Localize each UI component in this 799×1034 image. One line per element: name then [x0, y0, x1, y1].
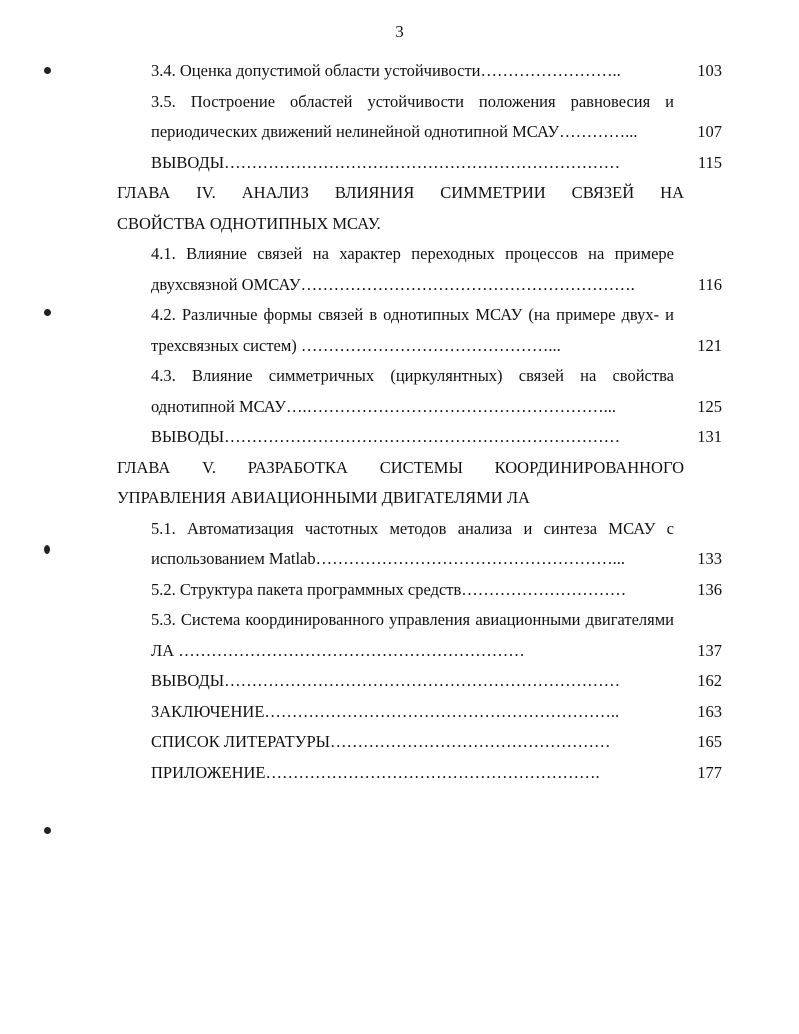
toc-entry-page: 121: [697, 335, 722, 355]
toc-entry: [117, 300, 722, 361]
toc-entry-title: ВЫВОДЫ………………………………………………………………: [151, 671, 621, 690]
hole-mark: [44, 67, 51, 74]
chapter-heading-line: СВОЙСТВА ОДНОТИПНЫХ МСАУ.: [117, 213, 381, 233]
toc-chapter-heading: [117, 453, 722, 514]
toc-entry: [117, 666, 722, 697]
toc-entry-page: 133: [697, 549, 722, 568]
toc-entry: [117, 87, 722, 148]
toc-entry-page: 137: [697, 640, 722, 660]
toc-entry: [117, 239, 722, 300]
toc-entry: [117, 697, 722, 728]
toc-entry: [117, 514, 722, 575]
toc-entry-page: 125: [697, 396, 722, 416]
toc-entry-title: ПРИЛОЖЕНИЕ…………………………………………………….: [151, 762, 600, 782]
toc-entry-title: 5.1. Автоматизация частотных методов анализа и синтеза МСАУ с использованием Matlab………………………………………………...: [151, 518, 674, 568]
table-of-contents: [117, 56, 722, 788]
toc-entry-page: 116: [697, 274, 722, 294]
toc-entry-title: 5.3. Система координированного управления авиационными двигателями ЛА ………………………………………………………: [151, 610, 674, 660]
chapter-heading-line: ГЛАВА IV. АНАЛИЗ ВЛИЯНИЯ СИММЕТРИИ СВЯЗЕЙ НА: [117, 183, 684, 202]
toc-entry: [117, 148, 722, 179]
chapter-heading-line: УПРАВЛЕНИЯ АВИАЦИОННЫМИ ДВИГАТЕЛЯМИ ЛА: [117, 488, 530, 507]
toc-entry-title: 3.4. Оценка допустимой области устойчивости……………………..: [151, 61, 621, 80]
toc-entry-title: 4.3. Влияние симметричных (циркулянтных) связей на свойства однотипной МСАУ….………………………………………………...: [151, 366, 674, 416]
toc-entry-title: 4.1. Влияние связей на характер переходных процессов на примере двухсвязной ОМСАУ…………………………………………………….: [151, 244, 674, 294]
toc-entry-page: 136: [697, 579, 722, 599]
hole-mark: [44, 545, 50, 554]
toc-entry: [117, 361, 722, 422]
toc-entry-page: 163: [697, 701, 722, 721]
toc-entry-page: 165: [697, 732, 722, 751]
toc-entry-title: 5.2. Структура пакета программных средств…………………………: [151, 579, 627, 599]
toc-entry-page: 115: [697, 152, 722, 172]
page-number: 3: [395, 22, 404, 41]
toc-entry-page: 131: [697, 427, 722, 446]
toc-entry-title: ВЫВОДЫ………………………………………………………………: [151, 427, 621, 446]
toc-entry-title: 3.5. Построение областей устойчивости положения равновесия и периодических движений нелинейной однотипной МСАУ…………...: [151, 91, 674, 141]
toc-entry: [117, 56, 722, 87]
toc-entry: [117, 605, 722, 666]
toc-entry-page: 162: [697, 671, 722, 690]
chapter-heading-line: ГЛАВА V. РАЗРАБОТКА СИСТЕМЫ КООРДИНИРОВАННОГО: [117, 457, 684, 477]
toc-entry-title: ВЫВОДЫ………………………………………………………………: [151, 152, 621, 172]
toc-chapter-heading: [117, 178, 722, 239]
toc-entry-page: 107: [697, 122, 722, 141]
toc-entry-page: 103: [697, 61, 722, 80]
toc-entry-page: 177: [697, 762, 722, 782]
toc-entry: [117, 575, 722, 606]
hole-mark: [44, 309, 51, 316]
toc-entry-title: ЗАКЛЮЧЕНИЕ………………………………………………………..: [151, 701, 620, 721]
toc-entry-title: СПИСОК ЛИТЕРАТУРЫ……………………………………………: [151, 732, 611, 751]
toc-entry: [117, 727, 722, 758]
hole-mark: [44, 827, 51, 834]
toc-entry-title: 4.2. Различные формы связей в однотипных МСАУ (на примере двух- и трехсвязных систем) ………………………………………...: [151, 305, 674, 355]
toc-entry: [117, 758, 722, 789]
toc-entry: [117, 422, 722, 453]
